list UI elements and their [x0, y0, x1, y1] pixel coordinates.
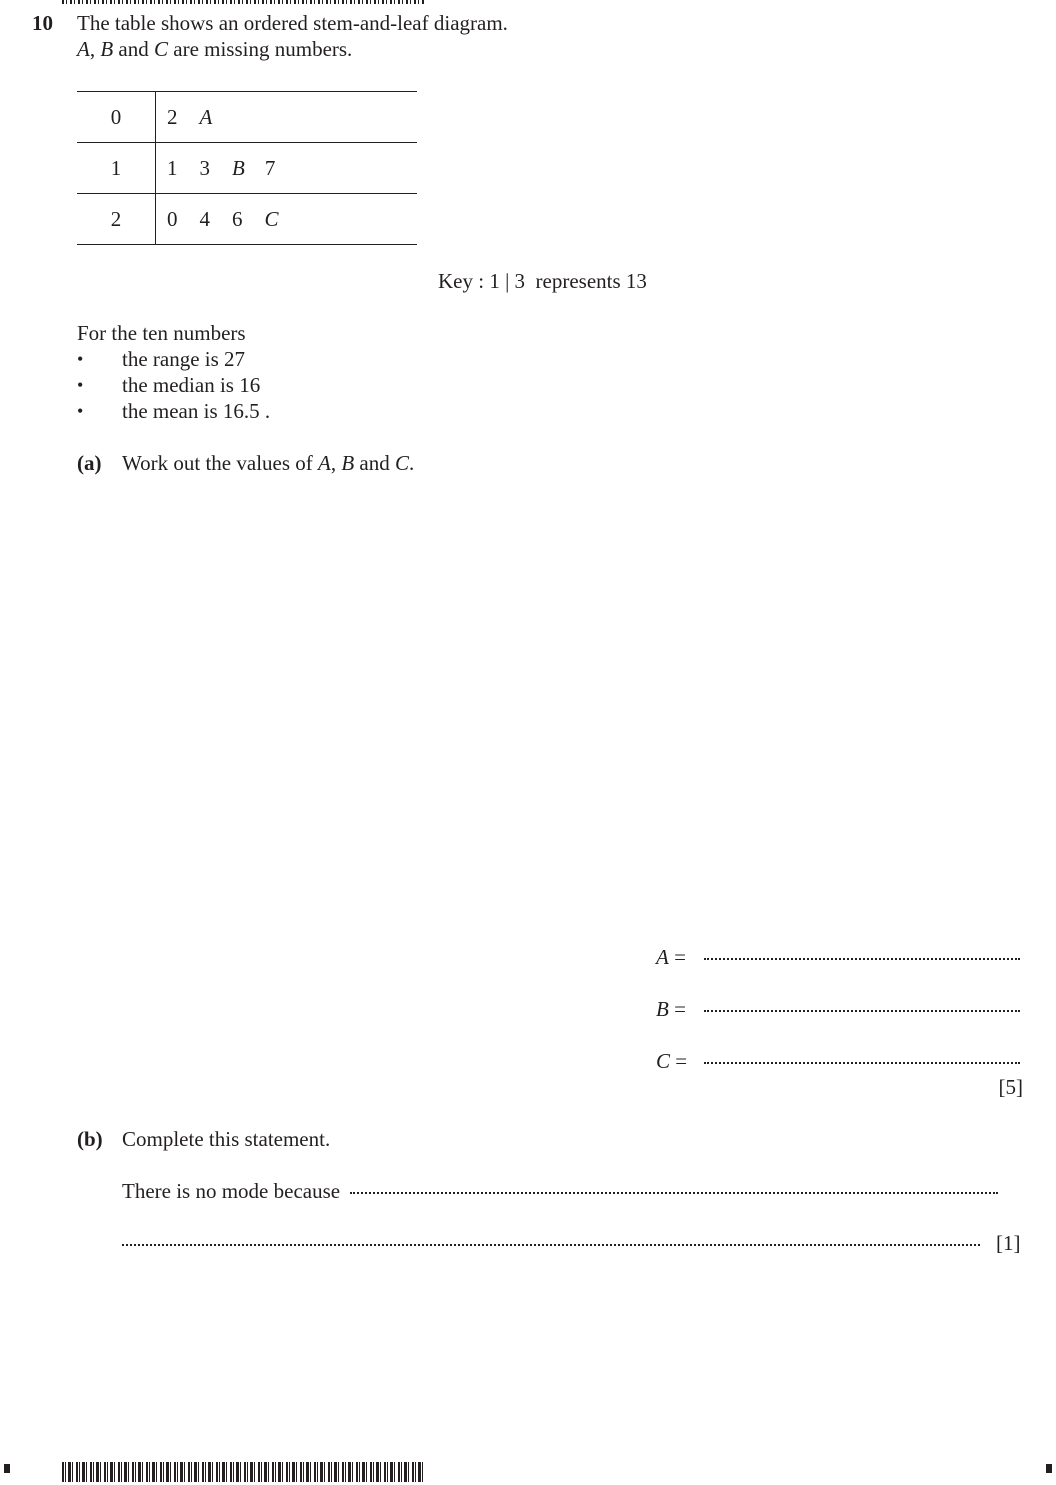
mode-statement — [122, 1179, 998, 1204]
leaf: 1 — [167, 155, 178, 180]
leaf: 3 — [199, 155, 210, 180]
bullet-symbol: • — [77, 375, 84, 395]
mode-answer-field-1[interactable] — [350, 1192, 998, 1194]
top-barcode — [62, 0, 424, 4]
question-intro: The table shows an ordered stem-and-leaf diagram. — [77, 11, 508, 35]
leaf: 0 — [167, 206, 178, 231]
corner-mark-right — [1046, 1464, 1052, 1473]
question-missing-numbers-note: A, B and C are missing numbers. — [77, 37, 353, 61]
leaves-cell — [156, 143, 418, 194]
leaves-cell — [156, 194, 418, 245]
leaf: 4 — [199, 206, 210, 231]
stem-cell: 0 — [77, 92, 156, 143]
question-number: 10 — [32, 11, 53, 35]
part-b-instruction: Complete this statement. — [122, 1127, 331, 1151]
answer-field-b[interactable] — [704, 1010, 1020, 1012]
answer-line-a[interactable]: A = — [656, 945, 1020, 970]
mode-answer-field-2[interactable] — [122, 1244, 980, 1246]
mode-statement-text: There is no mode because — [122, 1179, 341, 1203]
leaf-missing: A — [199, 104, 213, 129]
leaf-missing: C — [264, 206, 279, 231]
stem-cell: 1 — [77, 143, 156, 194]
leaf-missing: B — [232, 155, 245, 180]
bullet-symbol: • — [77, 349, 84, 369]
stem-row — [77, 92, 417, 143]
answer-field-a[interactable] — [704, 958, 1020, 960]
part-a-question: Work out the values of A, B and C. — [122, 451, 415, 475]
corner-mark-left — [4, 1464, 10, 1473]
info-median: the median is 16 — [122, 373, 261, 397]
answer-field-c[interactable] — [704, 1062, 1020, 1064]
diagram-key: Key : 1 | 3 represents 13 — [438, 269, 647, 293]
info-mean: the mean is 16.5 . — [122, 399, 271, 423]
leaves-cell — [156, 92, 418, 143]
marks-part-b: [1] — [996, 1231, 1021, 1255]
info-intro: For the ten numbers — [77, 321, 246, 345]
part-b-label: (b) — [77, 1127, 103, 1151]
stem-row — [77, 194, 417, 245]
answer-line-c[interactable]: C = — [656, 1049, 1020, 1074]
mode-statement-continued — [122, 1231, 1021, 1256]
var-b: B — [100, 37, 114, 61]
info-range: the range is 27 — [122, 347, 246, 371]
answer-line-b[interactable]: B = — [656, 997, 1020, 1022]
bullet-symbol: • — [77, 401, 84, 421]
var-a: A — [77, 37, 90, 61]
stem-row — [77, 143, 417, 194]
leaf: 7 — [264, 155, 276, 180]
var-c: C — [153, 37, 168, 61]
bottom-barcode — [62, 1462, 424, 1482]
leaf: 6 — [232, 206, 243, 231]
stem-cell: 2 — [77, 194, 156, 245]
marks-part-a: [5] — [998, 1075, 1023, 1099]
leaf: 2 — [167, 104, 178, 129]
stem-and-leaf-table — [77, 91, 417, 245]
part-a-label: (a) — [77, 451, 102, 475]
